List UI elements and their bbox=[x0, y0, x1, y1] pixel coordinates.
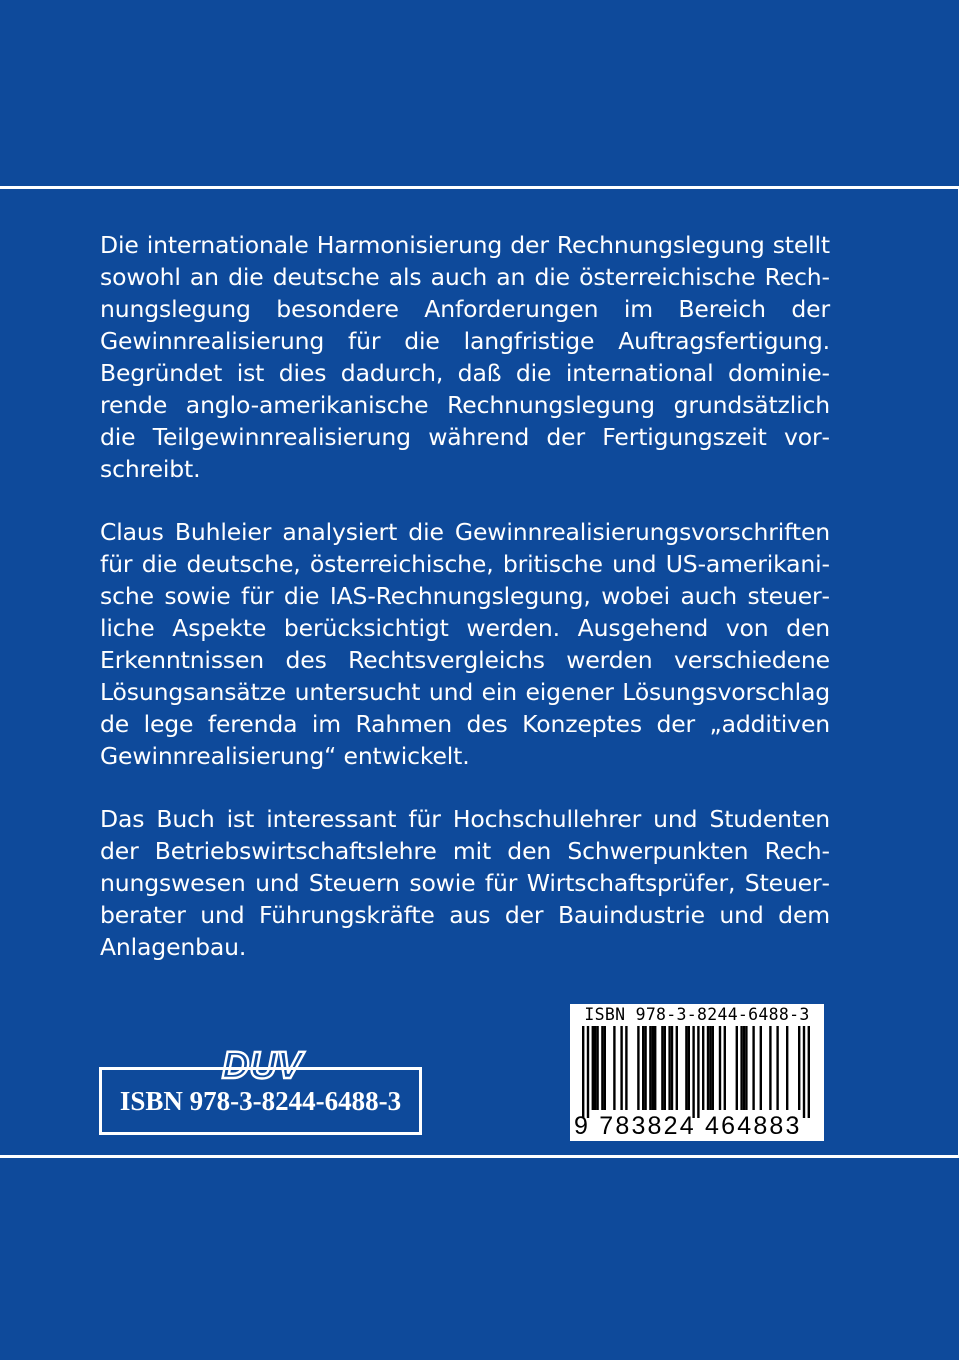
barcode-bar bbox=[803, 1026, 805, 1118]
barcode-bar bbox=[712, 1026, 714, 1110]
barcode-bar bbox=[671, 1026, 673, 1110]
barcode-bar bbox=[644, 1026, 646, 1110]
barcode-bar bbox=[697, 1026, 699, 1118]
barcode-bar bbox=[692, 1026, 694, 1118]
barcode-bar bbox=[620, 1026, 622, 1110]
barcode-bar bbox=[637, 1026, 639, 1110]
barcode-bar bbox=[740, 1026, 742, 1110]
barcode-bar bbox=[808, 1026, 810, 1118]
barcode-bar bbox=[709, 1026, 711, 1110]
barcode-bar bbox=[668, 1026, 670, 1110]
barcode-bar bbox=[592, 1026, 594, 1110]
barcode-number: 9 783824 464883 bbox=[574, 1112, 802, 1140]
barcode-bar bbox=[724, 1026, 726, 1110]
barcode-bar bbox=[798, 1026, 800, 1110]
barcode-bar bbox=[587, 1026, 589, 1118]
barcode-bar bbox=[664, 1026, 666, 1110]
barcode-bar bbox=[786, 1026, 788, 1110]
barcode bbox=[570, 1004, 824, 1141]
barcode-bar bbox=[688, 1026, 690, 1110]
barcode-bar bbox=[594, 1026, 596, 1110]
barcode-bar bbox=[685, 1026, 687, 1110]
barcode-bar bbox=[743, 1026, 745, 1110]
barcode-bar bbox=[642, 1026, 644, 1110]
barcode-bar bbox=[752, 1026, 754, 1110]
barcode-bar bbox=[776, 1026, 778, 1110]
barcode-bars bbox=[570, 1026, 824, 1118]
barcode-bar bbox=[601, 1026, 603, 1110]
barcode-bar bbox=[582, 1026, 584, 1118]
duv-logo-letters: DUV bbox=[221, 1045, 303, 1084]
barcode-bar bbox=[649, 1026, 651, 1110]
isbn-box bbox=[99, 1067, 422, 1135]
barcode-bar bbox=[760, 1026, 762, 1110]
isbn-text: ISBN 978-3-8244-6488-3 bbox=[119, 1085, 402, 1116]
barcode-bar bbox=[596, 1026, 598, 1110]
barcode-isbn-text: ISBN 978-3-8244-6488-3 bbox=[584, 1005, 810, 1024]
barcode-bar bbox=[676, 1026, 678, 1110]
barcode-bar bbox=[613, 1026, 615, 1110]
description-paragraph-3: Das Buch ist interessant für Hochschullehrer und Studenten der Betriebswirtschaftslehre mit den Schwerpunkten Rechnungswesen und Steuern sowie für Wirtschaftsprüfer, Steuerberater und Führungskräfte aus der Bauindustrie und dem Anlagenbau. bbox=[100, 805, 830, 961]
barcode-bar bbox=[736, 1026, 738, 1110]
barcode-bar bbox=[745, 1026, 747, 1110]
barcode-bar bbox=[661, 1026, 663, 1110]
barcode-bar bbox=[707, 1026, 709, 1110]
barcode-bar bbox=[625, 1026, 627, 1110]
barcode-bar bbox=[604, 1026, 606, 1110]
barcode-bar bbox=[702, 1026, 704, 1110]
barcode-bar bbox=[719, 1026, 721, 1110]
barcode-bar bbox=[769, 1026, 771, 1110]
description-paragraph-1: Die internationale Harmonisierung der Rechnungslegung stellt sowohl an die deutsche als auch an die österreichische Rechnungslegung besondere Anforderungen im Bereich der Gewinnrealisierung für die langfristige Auftragsfertigung. Begründet ist dies dadurch, daß die international dominierende anglo-amerikanische Rechnungslegung grundsätzlich die Teilgewinnrealisierung während der Fertigungszeit vorschreibt. bbox=[100, 231, 830, 483]
barcode-bar bbox=[652, 1026, 654, 1110]
barcode-bar bbox=[654, 1026, 656, 1110]
description-paragraph-2: Claus Buhleier analysiert die Gewinnrealisierungsvorschriften für die deutsche, österreichische, britische und US-amerikanische sowie für die IAS-Rechnungslegung, wobei auch steuerliche Aspekte berücksichtigt werden. Ausgehend von den Erkenntnissen des Rechtsvergleichs werden verschiedene Lösungsansätze untersucht und ein eigener Lösungsvorschlag de lege ferenda im Rahmen des Konzeptes der „additiven Gewinnrealisierung“ entwickelt. bbox=[100, 518, 830, 770]
